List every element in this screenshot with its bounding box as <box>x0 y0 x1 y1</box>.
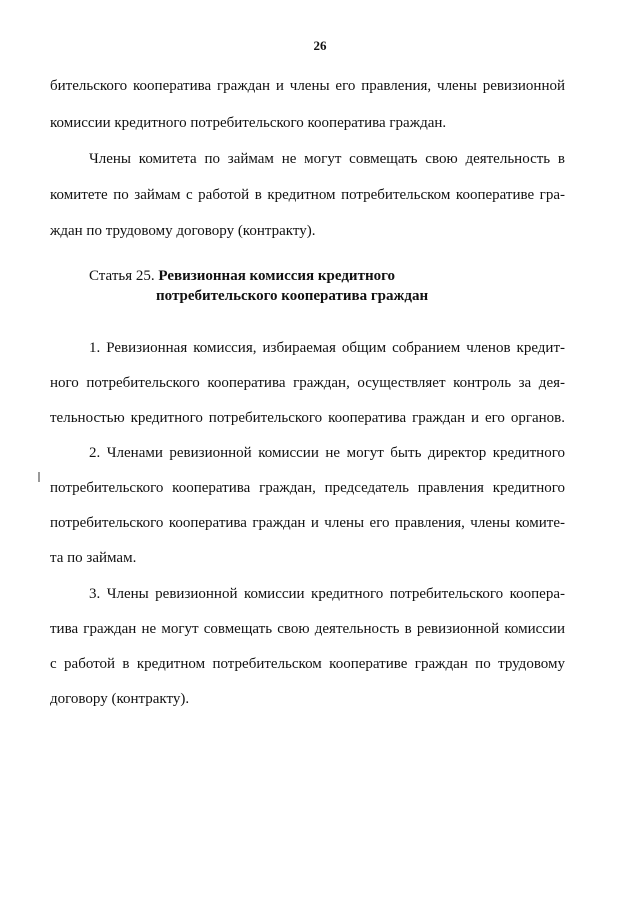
clause-1-line: тельностью кредитного потребительского кооператива граждан и его органов. <box>50 410 565 426</box>
clause-3-line: с работой в кредитном потребительском кооперативе граждан по трудовому <box>50 656 565 672</box>
paragraph-line: ждан по трудовому договору (контракту). <box>50 223 316 239</box>
paragraph-line: бительского кооператива граждан и члены его правления, члены ревизионной <box>50 78 565 94</box>
clause-2-line: потребительского кооператива граждан, председатель правления кредитного <box>50 480 565 496</box>
clause-3-line: тива граждан не могут совмещать свою деятельность в ревизионной комиссии <box>50 621 565 637</box>
article-title-part-1: Ревизионная комиссия кредитного <box>158 268 396 284</box>
article-label: Статья 25. <box>89 268 155 284</box>
paragraph-line: комиссии кредитного потребительского кооператива граждан. <box>50 115 447 131</box>
clause-3-line: 3. Члены ревизионной комиссии кредитного потребительского коопера- <box>89 586 565 602</box>
clause-2-line: та по займам. <box>50 550 137 566</box>
margin-mark <box>38 472 40 482</box>
article-title-part-2: потребительского кооператива граждан <box>156 288 429 304</box>
clause-2-line: потребительского кооператива граждан и члены его правления, члены комите- <box>50 515 565 531</box>
page-number: 26 <box>313 38 327 53</box>
article-heading-line-1 <box>89 266 395 286</box>
clause-1-line: 1. Ревизионная комиссия, избираемая общим собранием членов кредит- <box>89 340 565 356</box>
paragraph-line: Члены комитета по займам не могут совмещать свою деятельность в <box>89 151 565 167</box>
clause-2-line: 2. Членами ревизионной комиссии не могут быть директор кредитного <box>89 445 565 461</box>
paragraph-line: комитете по займам с работой в кредитном потребительском кооперативе гра- <box>50 187 565 203</box>
clause-1-line: ного потребительского кооператива граждан, осуществляет контроль за дея- <box>50 375 565 391</box>
clause-3-line: договору (контракту). <box>50 691 190 707</box>
